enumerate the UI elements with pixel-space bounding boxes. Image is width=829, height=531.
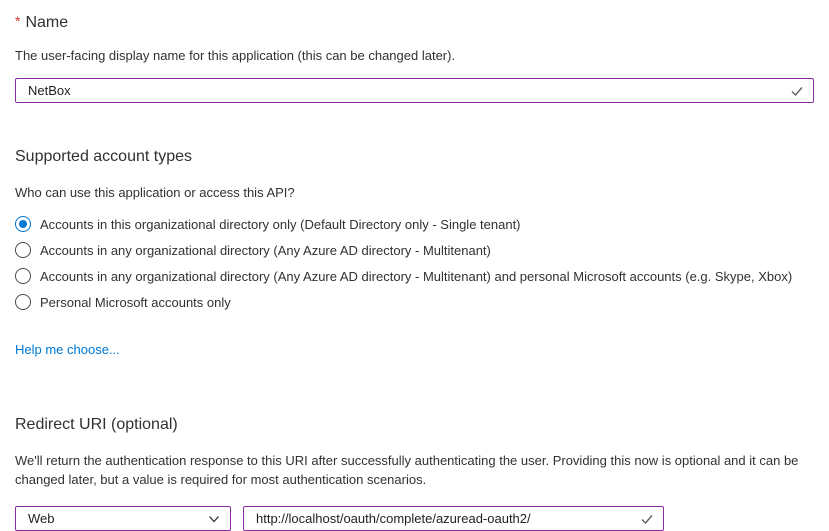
help-me-choose-link[interactable]: Help me choose... (15, 342, 120, 357)
account-types-question: Who can use this application or access this API? (15, 185, 295, 200)
name-title-text: Name (25, 14, 69, 31)
account-type-radio-1[interactable] (15, 242, 31, 258)
redirect-uri-description: We'll return the authentication response to this URI after successfully authenticating the user. Providing this now is optional and it can be changed later, but a value is required for most authentication scenarios. (15, 453, 799, 487)
required-asterisk: * (15, 13, 21, 29)
account-types-section (15, 146, 814, 359)
account-type-option-multitenant-personal[interactable] (15, 263, 814, 289)
radio-label: Accounts in this organizational directory only (Default Directory only - Single tenant) (40, 216, 521, 232)
name-input[interactable] (15, 78, 814, 103)
account-type-option-personal-only[interactable] (15, 289, 814, 315)
redirect-uri-row (15, 506, 814, 531)
account-type-radio-group (15, 211, 814, 315)
redirect-uri-input[interactable] (243, 506, 664, 531)
redirect-uri-section (15, 414, 814, 531)
account-type-radio-2[interactable] (15, 268, 31, 284)
account-type-radio-0[interactable] (15, 216, 31, 232)
chevron-down-icon (207, 512, 221, 526)
radio-label: Accounts in any organizational directory (Any Azure AD directory - Multitenant) (40, 242, 491, 258)
name-description: The user-facing display name for this application (this can be changed later). (15, 48, 456, 63)
radio-label: Personal Microsoft accounts only (40, 294, 231, 310)
platform-selected-value: Web (28, 511, 55, 526)
account-type-radio-3[interactable] (15, 294, 31, 310)
name-section-title (15, 10, 814, 34)
uri-field-wrap (243, 506, 664, 531)
redirect-uri-title: Redirect URI (optional) (15, 416, 178, 433)
account-type-option-multitenant[interactable] (15, 237, 814, 263)
name-field-wrap (15, 78, 814, 103)
account-type-option-single-tenant[interactable] (15, 211, 814, 237)
account-types-title: Supported account types (15, 148, 193, 165)
radio-label: Accounts in any organizational directory (Any Azure AD directory - Multitenant) and personal Microsoft accounts (e.g. Skype, Xbox) (40, 268, 793, 284)
platform-select-dropdown[interactable] (15, 506, 231, 531)
